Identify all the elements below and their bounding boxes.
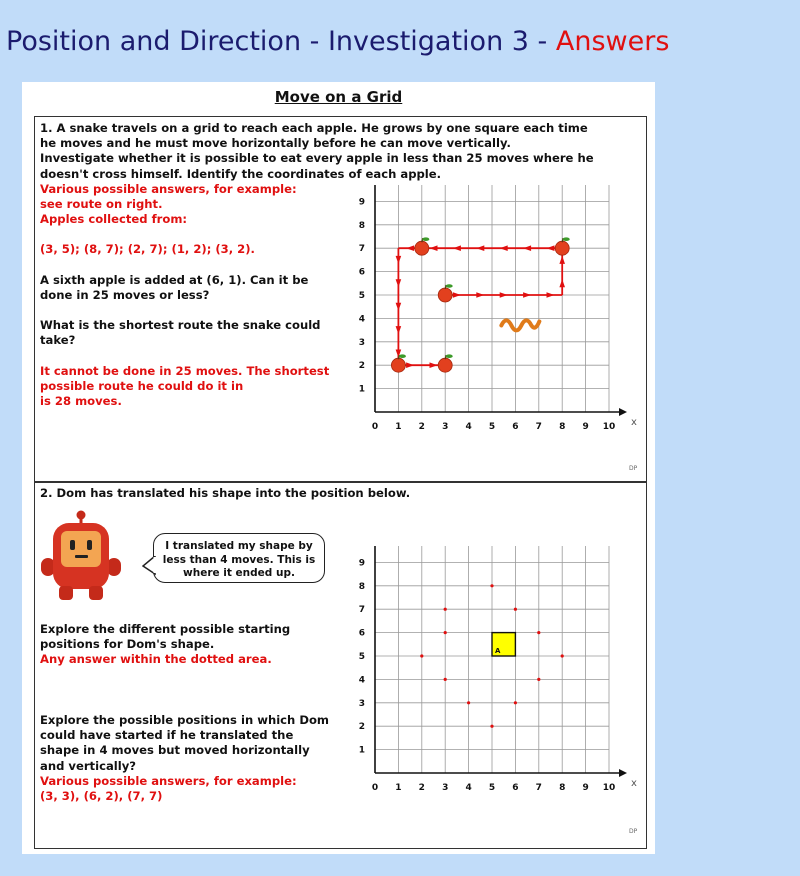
route-arrow <box>523 245 531 251</box>
apple-leaf <box>422 237 429 241</box>
dotted-area-point <box>537 678 540 681</box>
snake <box>501 320 539 330</box>
route-arrow <box>396 303 402 311</box>
q2-explore-starting-positions: Explore the different possible starting positions for Dom's shape. <box>40 622 291 652</box>
y-tick-label: 9 <box>358 558 365 569</box>
route-arrow <box>396 256 402 264</box>
x-tick-label: 8 <box>559 422 566 432</box>
worksheet <box>22 82 655 854</box>
route-arrow <box>523 292 531 298</box>
apple-icon <box>438 358 452 372</box>
dotted-area-point <box>561 654 564 657</box>
q2-question: 2. Dom has translated his shape into the position below. <box>40 486 411 500</box>
y-tick-label: 3 <box>358 337 365 348</box>
x-axis-arrow <box>619 769 627 777</box>
dotted-area-point <box>444 678 447 681</box>
apple-icon <box>415 241 429 255</box>
route-arrow <box>547 245 555 251</box>
x-tick-label: 1 <box>395 422 402 432</box>
route-arrow <box>547 292 555 298</box>
apple-icon <box>555 241 569 255</box>
x-tick-label: 0 <box>371 783 379 793</box>
q1-question: 1. A snake travels on a grid to reach each apple. He grows by one square each time he moves and he must move horizontally before he can move vertically. Investigate whether it is possible to eat every apple in less than 25 moves where he doesn't cross himself. Identify the coordinates of each apple. <box>40 121 594 181</box>
x-tick-label: 1 <box>395 783 402 793</box>
dotted-area-point <box>467 701 470 704</box>
y-tick-label: 9 <box>358 197 365 208</box>
route-arrow <box>430 245 438 251</box>
speech-bubble-tail <box>142 556 156 576</box>
x-tick-label: 2 <box>418 783 425 793</box>
snake-grid <box>342 185 642 435</box>
x-tick-label: 10 <box>602 422 616 432</box>
worksheet-title: Move on a Grid <box>274 88 403 106</box>
y-tick-label: 7 <box>358 244 365 255</box>
speech-bubble: I translated my shape by less than 4 moves. This is where it ended up. <box>153 533 325 583</box>
route-arrow <box>396 326 402 334</box>
x-tick-label: 10 <box>602 783 616 793</box>
apple-leaf <box>446 354 453 358</box>
x-tick-label: 2 <box>418 422 425 432</box>
dotted-area-point <box>514 701 517 704</box>
q1-answer: Various possible answers, for example: see route on right. Apples collected from: <box>40 182 297 227</box>
x-tick-label: 9 <box>582 422 589 432</box>
y-tick-label: 4 <box>358 675 365 686</box>
x-tick-label: 7 <box>535 422 542 432</box>
route-arrow <box>476 292 484 298</box>
route-arrow <box>500 245 508 251</box>
route-arrow <box>406 245 414 251</box>
route-arrow <box>559 256 565 264</box>
y-tick-label: 1 <box>358 745 365 756</box>
y-tick-label: 6 <box>358 267 365 278</box>
y-tick-label: 5 <box>358 652 365 662</box>
dotted-area-point <box>444 608 447 611</box>
x-tick-label: 6 <box>512 783 519 793</box>
x-tick-label: 4 <box>465 422 472 432</box>
page-header <box>6 26 669 57</box>
apple-leaf <box>446 284 453 288</box>
apple-icon <box>438 288 452 302</box>
x-tick-label: 4 <box>465 783 472 793</box>
route-arrow <box>396 279 402 287</box>
apple-leaf <box>563 237 570 241</box>
shape-a-label: A <box>495 647 501 655</box>
q1-apple-coordinates: (3, 5); (8, 7); (2, 7); (1, 2); (3, 2). <box>40 242 255 256</box>
q2-explore-4-moves-answer: Various possible answers, for example: (3, 3), (6, 2), (7, 7) <box>40 774 297 804</box>
dotted-area-point <box>490 584 493 587</box>
q1-sixth-apple-question: A sixth apple is added at (6, 1). Can it be done in 25 moves or less? <box>40 273 309 303</box>
x-tick-label: 3 <box>442 783 449 793</box>
route-arrow <box>559 279 565 287</box>
q2-explore-4-moves: Explore the possible positions in which Dom could have started if he translated the shape in 4 moves but moved horizontally and vertically? <box>40 713 330 773</box>
x-axis-label: x <box>631 778 637 789</box>
x-tick-label: 8 <box>559 783 566 793</box>
apple-leaf <box>399 354 406 358</box>
x-tick-label: 6 <box>512 422 519 432</box>
credit-mark: DP <box>629 828 638 835</box>
x-axis-label: x <box>631 417 637 428</box>
dotted-area-point <box>444 631 447 634</box>
route-arrow <box>500 292 508 298</box>
x-tick-label: 3 <box>442 422 449 432</box>
x-tick-label: 0 <box>371 422 379 432</box>
route-arrow <box>453 292 461 298</box>
x-tick-label: 5 <box>488 783 496 793</box>
credit-mark: DP <box>629 465 638 472</box>
x-axis-arrow <box>619 408 627 416</box>
y-tick-label: 4 <box>358 314 365 325</box>
route-arrow <box>476 245 484 251</box>
robot-character <box>37 510 137 602</box>
dotted-area-point <box>537 631 540 634</box>
y-tick-label: 8 <box>358 220 365 231</box>
route-arrow <box>406 362 414 368</box>
answers-label: Answers <box>555 26 670 57</box>
apple-icon <box>391 358 405 372</box>
y-tick-label: 2 <box>358 722 365 733</box>
x-tick-label: 5 <box>488 422 496 432</box>
x-tick-label: 9 <box>582 783 589 793</box>
dotted-area-point <box>490 725 493 728</box>
route-arrow <box>430 362 438 368</box>
page-title: Position and Direction - Investigation 3 - <box>6 26 556 57</box>
y-tick-label: 6 <box>358 628 365 639</box>
q1-shortest-answer: It cannot be done in 25 moves. The shortest possible route he could do it in is 28 moves. <box>40 364 330 409</box>
q1-shortest-question: What is the shortest route the snake could take? <box>40 318 321 348</box>
y-tick-label: 3 <box>358 698 365 709</box>
y-tick-label: 7 <box>358 605 365 616</box>
y-tick-label: 1 <box>358 384 365 395</box>
dotted-area-point <box>514 608 517 611</box>
dotted-area-point <box>420 654 423 657</box>
q2-explore-answer: Any answer within the dotted area. <box>40 652 272 666</box>
y-tick-label: 5 <box>358 291 365 301</box>
translation-grid <box>342 546 642 796</box>
x-tick-label: 7 <box>535 783 542 793</box>
y-tick-label: 8 <box>358 581 365 592</box>
route-arrow <box>453 245 461 251</box>
y-tick-label: 2 <box>358 361 365 372</box>
